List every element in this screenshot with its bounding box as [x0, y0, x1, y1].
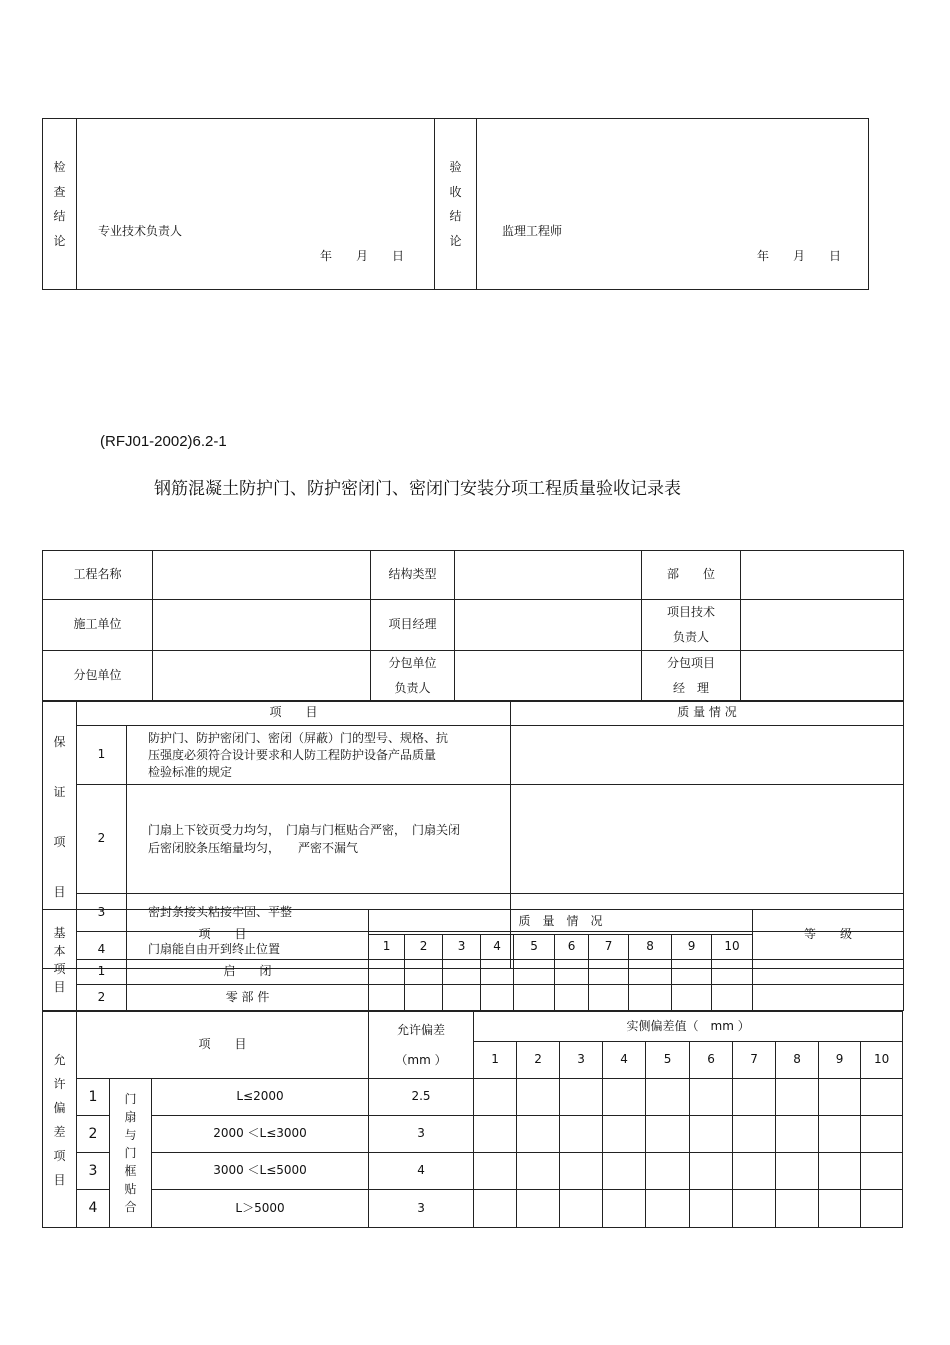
deviation-col-header: 2	[517, 1042, 560, 1079]
construction-unit-label: 施工单位	[43, 600, 153, 651]
basic-cell[interactable]	[443, 960, 481, 985]
basic-cell[interactable]	[443, 985, 481, 1011]
deviation-cell[interactable]	[690, 1190, 733, 1228]
basic-cell[interactable]	[481, 960, 514, 985]
basic-cell[interactable]	[555, 960, 589, 985]
guarantee-quality-header: 质 量 情 况	[511, 701, 904, 726]
basic-cell[interactable]	[712, 960, 753, 985]
accept-conclusion-label: 验 收 结 论	[449, 160, 462, 248]
guarantee-quality-cell[interactable]	[511, 785, 904, 894]
deviation-cell[interactable]	[690, 1153, 733, 1190]
deviation-cell[interactable]	[646, 1116, 690, 1153]
project-manager-label: 项目经理	[371, 600, 455, 651]
basic-cell[interactable]	[629, 960, 672, 985]
structure-type-label: 结构类型	[371, 551, 455, 600]
basic-col-header: 3	[443, 935, 481, 960]
guarantee-item-text: 防护门、防护密闭门、密闭（屏蔽）门的型号、规格、抗 压强度必须符合设计要求和人防工程防护设备产品质量 检验标准的规定	[127, 726, 511, 785]
deviation-cell[interactable]	[733, 1153, 776, 1190]
basic-item-no: 2	[77, 985, 127, 1011]
construction-unit-value[interactable]	[153, 600, 371, 651]
basic-cell[interactable]	[369, 960, 405, 985]
basic-grade-header: 等 级	[753, 910, 904, 960]
guarantee-label: 保 证 项 目	[43, 701, 77, 969]
project-manager-value[interactable]	[455, 600, 642, 651]
deviation-cell[interactable]	[646, 1079, 690, 1116]
deviation-cell[interactable]	[861, 1079, 903, 1116]
basic-label: 基 本 项 目	[43, 910, 77, 1011]
deviation-cell[interactable]	[733, 1079, 776, 1116]
deviation-cell[interactable]	[776, 1116, 819, 1153]
deviation-allow: 3	[369, 1116, 474, 1153]
guarantee-quality-cell[interactable]	[511, 726, 904, 785]
deviation-cell[interactable]	[560, 1153, 603, 1190]
date-right: 年 月 日	[757, 249, 842, 263]
basic-cell[interactable]	[589, 960, 629, 985]
deviation-col-header: 9	[819, 1042, 861, 1079]
basic-cell[interactable]	[712, 985, 753, 1011]
deviation-cell[interactable]	[819, 1153, 861, 1190]
deviation-range: 2000 ＜L≤3000	[152, 1116, 369, 1153]
sub-unit-head-label: 分包单位 负责人	[371, 651, 455, 702]
guarantee-item-text: 门扇能自由开到终止位置	[127, 932, 511, 969]
deviation-cell[interactable]	[819, 1079, 861, 1116]
deviation-cell[interactable]	[819, 1116, 861, 1153]
deviation-cell[interactable]	[819, 1190, 861, 1228]
sub-unit-head-value[interactable]	[455, 651, 642, 702]
deviation-measured-header: 实侧偏差值（ mm ）	[474, 1012, 903, 1042]
basic-cell[interactable]	[405, 985, 443, 1011]
guarantee-item-header: 项 目	[77, 701, 511, 726]
basic-col-header: 2	[405, 935, 443, 960]
part-label: 部 位	[642, 551, 741, 600]
structure-type-value[interactable]	[455, 551, 642, 600]
deviation-allow: 2.5	[369, 1079, 474, 1116]
deviation-cell[interactable]	[690, 1116, 733, 1153]
deviation-col-header: 6	[690, 1042, 733, 1079]
deviation-cell[interactable]	[733, 1116, 776, 1153]
deviation-cell[interactable]	[776, 1153, 819, 1190]
deviation-cell[interactable]	[517, 1153, 560, 1190]
basic-cell[interactable]	[672, 985, 712, 1011]
deviation-label: 允 许 偏 差 项 目	[43, 1012, 77, 1228]
deviation-cell[interactable]	[603, 1079, 646, 1116]
deviation-cell[interactable]	[517, 1116, 560, 1153]
guarantee-item-text: 门扇上下铰页受力均匀， 门扇与门框贴合严密， 门扇关闭 后密闭胶条压缩量均匀， 严密不漏气	[127, 785, 511, 894]
deviation-cell[interactable]	[517, 1190, 560, 1228]
basic-item-name: 零 部 件	[127, 985, 369, 1011]
basic-col-header: 6	[555, 935, 589, 960]
tech-person-label: 专业技术负责人	[98, 224, 183, 238]
deviation-item-no: 2	[77, 1116, 110, 1153]
project-name-label: 工程名称	[43, 551, 153, 600]
basic-grade-cell[interactable]	[753, 960, 904, 985]
deviation-cell[interactable]	[861, 1116, 903, 1153]
guarantee-item-no: 1	[77, 726, 127, 785]
deviation-cell[interactable]	[646, 1153, 690, 1190]
deviation-cell[interactable]	[646, 1190, 690, 1228]
deviation-item-no: 1	[77, 1079, 110, 1116]
basic-col-header: 1	[369, 935, 405, 960]
deviation-cell[interactable]	[733, 1190, 776, 1228]
info-table	[42, 550, 904, 702]
basic-cell[interactable]	[629, 985, 672, 1011]
date-left: 年 月 日	[320, 249, 405, 263]
project-tech-head-value[interactable]	[741, 600, 904, 651]
basic-item-no: 1	[77, 960, 127, 985]
guarantee-item-no: 3	[77, 894, 127, 932]
deviation-group-label: 门 扇 与 门 框 贴 合	[110, 1079, 152, 1228]
basic-table	[42, 909, 904, 1011]
deviation-item-no: 3	[77, 1153, 110, 1190]
basic-col-header: 7	[589, 935, 629, 960]
basic-grade-cell[interactable]	[753, 985, 904, 1011]
deviation-cell[interactable]	[603, 1190, 646, 1228]
basic-col-header: 5	[514, 935, 555, 960]
deviation-cell[interactable]	[776, 1079, 819, 1116]
deviation-col-header: 7	[733, 1042, 776, 1079]
sub-project-manager-value[interactable]	[741, 651, 904, 702]
basic-cell[interactable]	[514, 985, 555, 1011]
deviation-allow-header: 允许偏差 （mm ）	[369, 1012, 474, 1079]
part-value[interactable]	[741, 551, 904, 600]
deviation-cell[interactable]	[517, 1079, 560, 1116]
deviation-cell[interactable]	[690, 1079, 733, 1116]
basic-item-header: 项 目	[77, 910, 369, 960]
deviation-cell[interactable]	[603, 1116, 646, 1153]
deviation-range: L≤2000	[152, 1079, 369, 1116]
sub-unit-label: 分包单位	[43, 651, 153, 702]
basic-col-header: 4	[481, 935, 514, 960]
deviation-allow: 4	[369, 1153, 474, 1190]
guarantee-item-text: 密封条接头粘接牢固、平整	[127, 894, 511, 932]
deviation-cell[interactable]	[603, 1153, 646, 1190]
deviation-cell[interactable]	[474, 1190, 517, 1228]
basic-cell[interactable]	[369, 985, 405, 1011]
deviation-cell[interactable]	[560, 1079, 603, 1116]
deviation-cell[interactable]	[776, 1190, 819, 1228]
deviation-cell[interactable]	[474, 1153, 517, 1190]
basic-cell[interactable]	[481, 985, 514, 1011]
basic-cell[interactable]	[672, 960, 712, 985]
basic-col-header: 8	[629, 935, 672, 960]
basic-cell[interactable]	[555, 985, 589, 1011]
project-name-value[interactable]	[153, 551, 371, 600]
deviation-col-header: 1	[474, 1042, 517, 1079]
deviation-cell[interactable]	[861, 1153, 903, 1190]
doc-title: 钢筋混凝土防护门、防护密闭门、密闭门安装分项工程质量验收记录表	[154, 479, 681, 499]
sub-unit-value[interactable]	[153, 651, 371, 702]
check-conclusion-label: 检 查 结 论	[53, 160, 66, 248]
deviation-allow: 3	[369, 1190, 474, 1228]
supervisor-label: 监理工程师	[502, 224, 563, 238]
sub-project-manager-label: 分包项目 经 理	[642, 651, 741, 702]
deviation-range: L＞5000	[152, 1190, 369, 1228]
deviation-cell[interactable]	[474, 1116, 517, 1153]
deviation-table	[42, 1011, 903, 1228]
deviation-col-header: 10	[861, 1042, 903, 1079]
deviation-col-header: 8	[776, 1042, 819, 1079]
basic-quality-header: 质 量 情 况	[369, 910, 753, 935]
guarantee-item-no: 2	[77, 785, 127, 894]
deviation-cell[interactable]	[861, 1190, 903, 1228]
deviation-cell[interactable]	[560, 1116, 603, 1153]
deviation-cell[interactable]	[560, 1190, 603, 1228]
basic-item-name: 启 闭	[127, 960, 369, 985]
deviation-range: 3000 ＜L≤5000	[152, 1153, 369, 1190]
basic-col-header: 9	[672, 935, 712, 960]
basic-cell[interactable]	[589, 985, 629, 1011]
deviation-col-header: 5	[646, 1042, 690, 1079]
deviation-item-header: 项 目	[77, 1012, 369, 1079]
basic-cell[interactable]	[405, 960, 443, 985]
conclusion-table	[42, 118, 869, 290]
deviation-item-no: 4	[77, 1190, 110, 1228]
basic-cell[interactable]	[514, 960, 555, 985]
guarantee-item-no: 4	[77, 932, 127, 969]
deviation-col-header: 3	[560, 1042, 603, 1079]
doc-code: (RFJ01-2002)6.2-1	[100, 433, 227, 450]
basic-col-header: 10	[712, 935, 753, 960]
deviation-cell[interactable]	[474, 1079, 517, 1116]
project-tech-head-label: 项目技术 负责人	[642, 600, 741, 651]
deviation-col-header: 4	[603, 1042, 646, 1079]
